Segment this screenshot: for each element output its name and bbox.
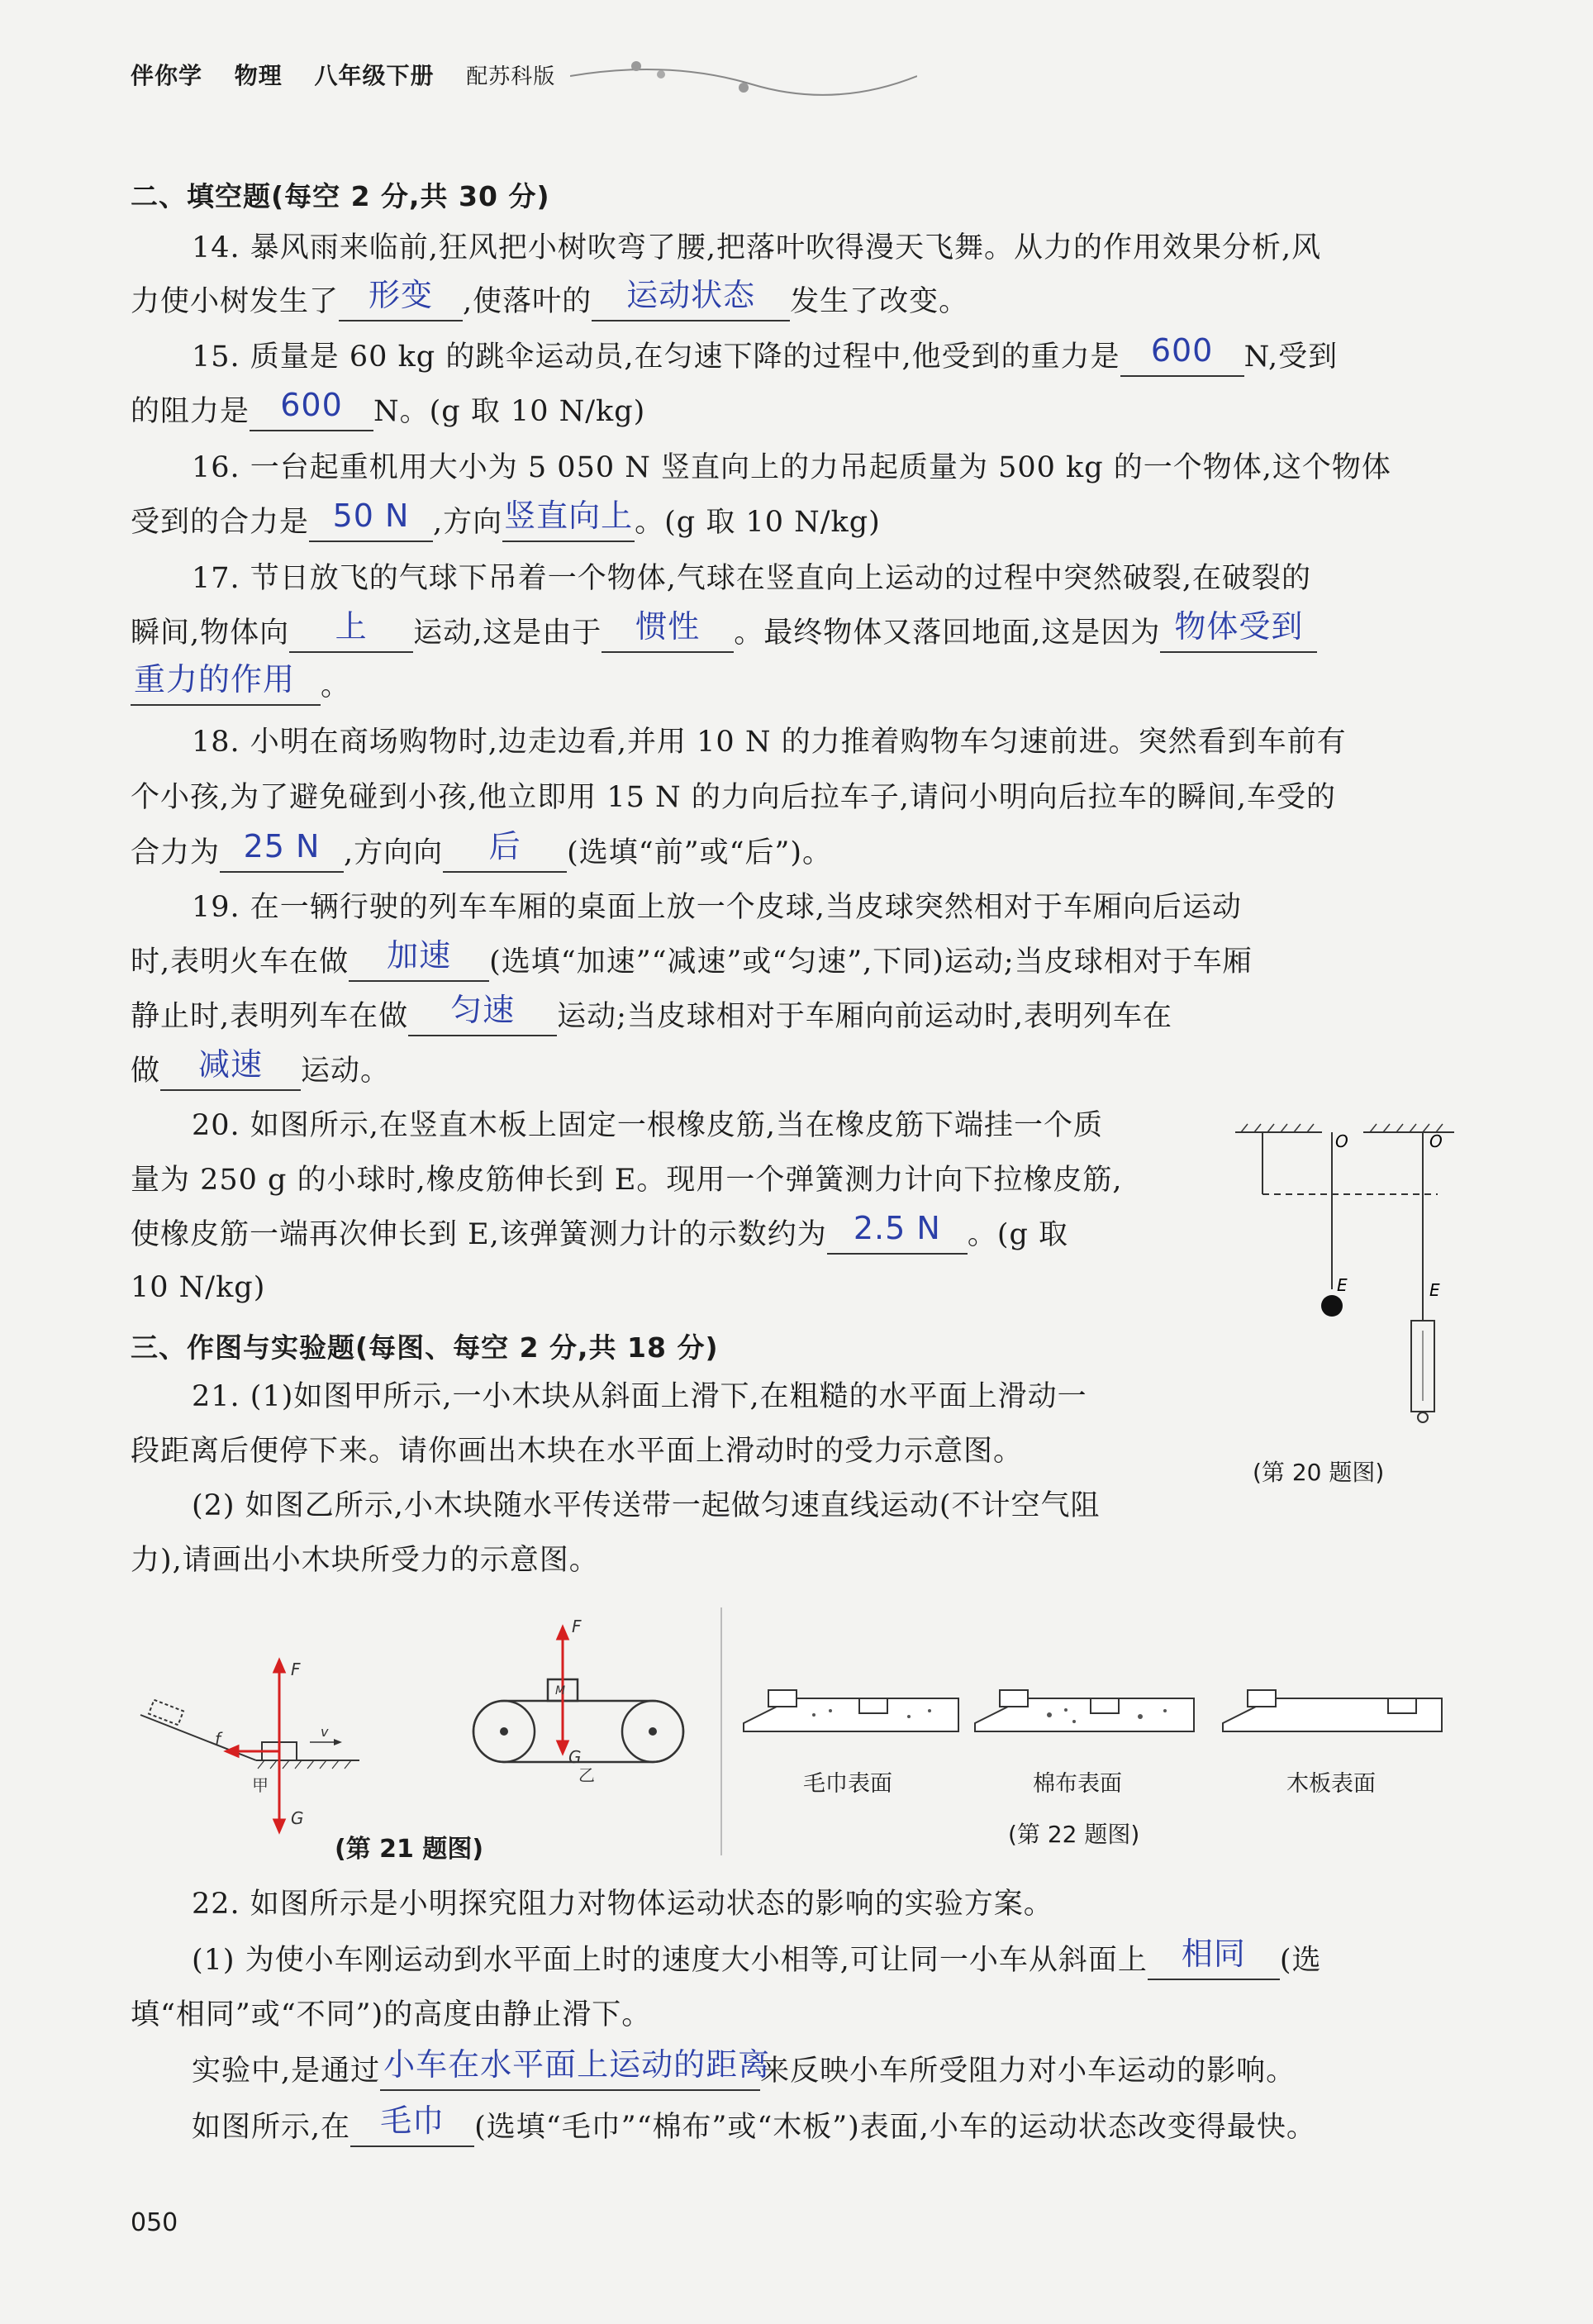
q21-label-G2: G <box>568 1747 582 1767</box>
q20-figure-caption: (第 20 题图) <box>1253 1459 1385 1486</box>
q16-answer-2: 竖直向上 <box>502 504 635 542</box>
q22-surface-wood: 木板表面 <box>1286 1771 1376 1797</box>
q21-label-F1: F <box>291 1660 301 1679</box>
q22-figure-caption: (第 22 题图) <box>1008 1821 1140 1848</box>
q21-line4: 力),请画出小木块所受力的示意图。 <box>131 1544 599 1577</box>
q19-answer-2: 匀速 <box>408 998 557 1036</box>
q15-line2: 的阻力是 600 N。(g 取 10 N/kg) <box>131 393 645 431</box>
grade-title: 八年级下册 <box>314 62 435 89</box>
q19-answer-1: 加速 <box>349 944 489 982</box>
q17-answer-3: 物体受到 <box>1160 615 1317 653</box>
q19-answer-3: 减速 <box>160 1053 301 1091</box>
q22-figure <box>735 1674 1454 1764</box>
q21-label-M: M <box>555 1684 566 1698</box>
q22-line2: (1) 为使小车刚运动到水平面上时的速度大小相等,可让同一小车从斜面上 相同 (选 <box>192 1942 1322 1980</box>
q16-line2: 受到的合力是 50 N ,方向 竖直向上 。(g 取 10 N/kg) <box>131 504 881 542</box>
q19-line1: 19. 在一辆行驶的列车车厢的桌面上放一个皮球,当皮球突然相对于车厢向后运动 <box>192 891 1242 924</box>
q14-line1: 14. 暴风雨来临前,狂风把小树吹弯了腰,把落叶吹得漫天飞舞。从力的作用效果分析,风 <box>192 231 1322 264</box>
q22-surface-towel: 毛巾表面 <box>803 1771 892 1797</box>
q22-answer-3: 毛巾 <box>350 2109 474 2147</box>
q19-line3: 静止时,表明列车在做 匀速 运动;当皮球相对于车厢向前运动时,表明列车在 <box>131 998 1172 1036</box>
q19-line2: 时,表明火车在做 加速 (选填“加速”“减速”或“匀速”,下同)运动;当皮球相对于车厢 <box>131 944 1253 982</box>
q17-line2: 瞬间,物体向 上 运动,这是由于 惯性 。最终物体又落回地面,这是因为 物体受到 <box>131 615 1317 653</box>
book-title: 伴你学 <box>131 62 203 89</box>
q18-answer-2: 后 <box>443 835 567 873</box>
q17-line1: 17. 节日放飞的气球下吊着一个物体,气球在竖直向上运动的过程中突然破裂,在破裂的 <box>192 562 1312 595</box>
subject-title: 物理 <box>234 62 283 89</box>
q14-answer-1: 形变 <box>339 283 463 321</box>
q21-label-jia: 甲 <box>252 1775 269 1795</box>
q20-line2: 量为 250 g 的小球时,橡皮筋伸长到 E。现用一个弹簧测力计向下拉橡皮筋, <box>131 1164 1123 1197</box>
q20-line1: 20. 如图所示,在竖直木板上固定一根橡皮筋,当在橡皮筋下端挂一个质 <box>192 1109 1104 1142</box>
q20-answer-1: 2.5 N <box>827 1217 968 1255</box>
q20-label-e2: E <box>1429 1280 1440 1300</box>
q21-label-yi: 乙 <box>578 1765 595 1785</box>
q18-answer-1: 25 N <box>220 835 344 873</box>
q21-line3: (2) 如图乙所示,小木块随水平传送带一起做匀速直线运动(不计空气阻 <box>192 1489 1101 1522</box>
q20-figure <box>1231 1107 1462 1446</box>
q18-line3: 合力为 25 N ,方向向 后 (选填“前”或“后”)。 <box>131 835 832 873</box>
section-2-title: 二、填空题(每空 2 分,共 30 分) <box>131 180 550 212</box>
q17-line3: 重力的作用 。 <box>131 668 350 706</box>
q21-line1: 21. (1)如图甲所示,一小木块从斜面上滑下,在粗糙的水平面上滑动一 <box>192 1380 1087 1413</box>
q20-label-e1: E <box>1337 1275 1348 1295</box>
q15-line1: 15. 质量是 60 kg 的跳伞运动员,在匀速下降的过程中,他受到的重力是 600 N,受到 <box>192 339 1338 377</box>
q22-answer-1: 相同 <box>1148 1942 1280 1980</box>
q21-label-G1: G <box>291 1808 304 1828</box>
q21-label-F2: F <box>572 1617 582 1636</box>
q17-answer-2: 惯性 <box>602 615 734 653</box>
q16-answer-1: 50 N <box>309 504 433 542</box>
q21-label-f: f <box>215 1729 221 1749</box>
q17-answer-1: 上 <box>289 615 413 653</box>
page-number: 050 <box>131 2208 178 2237</box>
q22-line3: 填“相同”或“不同”)的高度由静止滑下。 <box>131 1998 652 2031</box>
q21-figure <box>132 1607 727 1855</box>
section-3-title: 三、作图与实验题(每图、每空 2 分,共 18 分) <box>131 1331 719 1364</box>
q20-line3: 使橡皮筋一端再次伸长到 E,该弹簧测力计的示数约为 2.5 N 。(g 取 <box>131 1217 1068 1255</box>
page-header <box>131 58 578 91</box>
q20-label-o1: O <box>1335 1131 1348 1151</box>
q21-line2: 段距离后便停下来。请你画出木块在水平面上滑动时的受力示意图。 <box>131 1435 1024 1468</box>
q22-line1: 22. 如图所示是小明探究阻力对物体运动状态的影响的实验方案。 <box>192 1888 1053 1921</box>
q18-line2: 个小孩,为了避免碰到小孩,他立即用 15 N 的力向后拉车子,请问小明向后拉车的瞬间,车受的 <box>131 781 1337 814</box>
header-decoration <box>570 51 917 101</box>
q16-line1: 16. 一台起重机用大小为 5 050 N 竖直向上的力吊起质量为 500 kg 的一个物体,这个物体 <box>192 451 1391 484</box>
q19-line4: 做 减速 运动。 <box>131 1053 390 1091</box>
q22-line4: 实验中,是通过 小车在水平面上运动的距离 来反映小车所受阻力对小车运动的影响。 <box>192 2053 1296 2091</box>
q20-label-o2: O <box>1429 1131 1443 1151</box>
q14-line2: 力使小树发生了 形变 ,使落叶的 运动状态 发生了改变。 <box>131 283 968 321</box>
q15-answer-1: 600 <box>1120 339 1244 377</box>
q15-answer-2: 600 <box>250 393 373 431</box>
q22-surface-cotton: 棉布表面 <box>1033 1771 1122 1797</box>
q21-figure-caption: (第 21 题图) <box>335 1835 484 1864</box>
q22-line5: 如图所示,在 毛巾 (选填“毛巾”“棉布”或“木板”)表面,小车的运动状态改变得最快。 <box>192 2109 1316 2147</box>
q17-answer-3-cont: 重力的作用 <box>131 668 321 706</box>
q14-answer-2: 运动状态 <box>592 283 790 321</box>
q22-answer-2: 小车在水平面上运动的距离 <box>380 2053 760 2091</box>
q21-label-v: v <box>321 1724 329 1740</box>
edition-title: 配苏科版 <box>466 64 556 89</box>
q20-line4: 10 N/kg) <box>131 1271 266 1304</box>
q18-line1: 18. 小明在商场购物时,边走边看,并用 10 N 的力推着购物车匀速前进。突然看到车前有 <box>192 726 1347 759</box>
